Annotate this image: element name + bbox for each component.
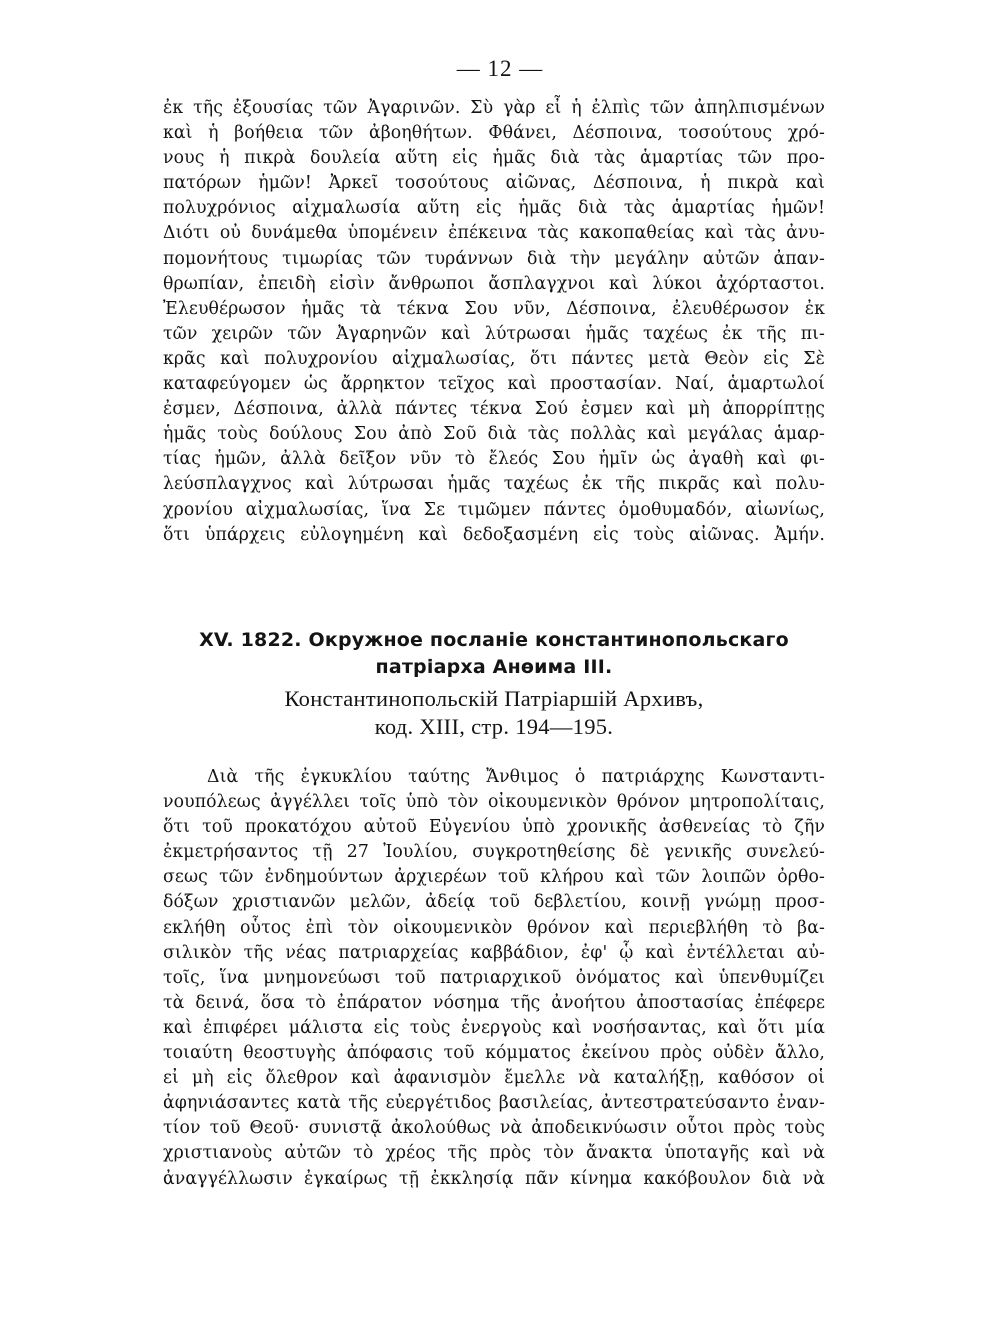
text-line: καὶ ἐπιφέρει μάλιστα εἰς τοὺς ἐνεργοὺς καὶ νοσήσαντας, καὶ ὅτι μία — [163, 1017, 825, 1038]
text-line: λεύσπλαγχνος καὶ λύτρωσαι ἡμᾶς ταχέως ἐκ τῆς πικρᾶς καὶ πολυ- — [163, 474, 825, 495]
text-line: δόξων χριστιανῶν μελῶν, ἀδείᾳ τοῦ δεβλετίου, κοινῇ γνώμῃ προσ- — [163, 892, 825, 913]
text-line: ἀφηνιάσαντες κατὰ τῆς εὐεργέτιδος βασιλείας, ἀντεστρατεύσαντο ἐναν- — [163, 1093, 825, 1114]
section-heading — [163, 627, 825, 741]
encyclical-summary-text — [163, 765, 825, 1192]
text-line: νουπόλεως ἀγγέλλει τοῖς ὑπὸ τὸν οἰκουμενικὸν θρόνον μητροπολίταις, — [163, 792, 825, 813]
source-reference-line: Константинопольскій Патріаршій Архивъ, — [284, 686, 704, 711]
continued-prayer-text — [163, 96, 825, 548]
text-line: καὶ ἡ βοήθεια τῶν ἀβοηθήτων. Φθάνει, Δέσποινα, τοσούτους χρό- — [163, 123, 825, 144]
text-line: πομονήτους τιμωρίας τῶν τυράννων διὰ τὴν μεγάλην αὐτῶν ἀπαν- — [163, 248, 825, 269]
text-line: πολυχρόνιος αἰχμαλωσία αὕτη εἰς ἡμᾶς διὰ τὰς ἁμαρτίας ἡμῶν! — [163, 198, 825, 219]
text-line: σεως τῶν ἐνδημούντων ἀρχιερέων τοῦ κλήρου καὶ τῶν λοιπῶν ὀρθο- — [163, 867, 825, 888]
text-line: εκλήθη οὗτος ἐπὶ τὸν οἰκουμενικὸν θρόνον καὶ περιεβλήθη τὸ βα- — [163, 917, 825, 938]
text-line: τοιαύτη θεοστυγὴς ἀπόφασις τοῦ κόμματος ἐκείνου πρὸς οὐδὲν ἄλλο, — [163, 1043, 825, 1064]
text-line: τῶν χειρῶν τῶν Ἀγαρηνῶν καὶ λύτρωσαι ἡμᾶς ταχέως ἐκ τῆς πι- — [163, 323, 825, 344]
text-line: εἰ μὴ εἰς ὄλεθρον καὶ ἀφανισμὸν ἔμελλε νὰ καταλήξῃ, καθόσον οἱ — [163, 1068, 825, 1089]
text-line: ἐκμετρήσαντος τῇ 27 Ἰουλίου, συγκροτηθείσης δὲ γενικῆς συνελεύ- — [163, 842, 825, 863]
text-line: σιλικὸν τῆς νέας πατριαρχείας καββάδιον, ἐφ' ᾧ καὶ ἐντέλλεται αὐ- — [163, 942, 825, 963]
text-line: ἐσμεν, Δέσποινα, ἀλλὰ πάντες τέκνα Σού ἐσμεν καὶ μὴ ἀπορρίπτῃς — [163, 399, 825, 420]
page-number: — 12 — — [456, 56, 544, 81]
text-line: κρᾶς καὶ πολυχρονίου αἰχμαλωσίας, ὅτι πάντες μετὰ Θεὸν εἰς Σὲ — [163, 348, 825, 369]
text-line: θρωπίαν, ἐπειδὴ εἰσὶν ἄνθρωποι ἄσπλαγχνοι καὶ λύκοι ἀχόρταστοι. — [163, 273, 825, 294]
text-line: τίας ἡμῶν, ἀλλὰ δεῖξον νῦν τὸ ἔλεός Σου ἡμῖν ὡς ἀγαθὴ καὶ φι- — [163, 449, 825, 470]
text-line: Ἐλευθέρωσον ἡμᾶς τὰ τέκνα Σου νῦν, Δέσποινα, ἐλευθέρωσον ἐκ — [163, 298, 825, 319]
text-line: ὅτι τοῦ προκατόχου αὐτοῦ Εὐγενίου ὑπὸ χρονικῆς ἀσθενείας τὸ ζῆν — [163, 817, 825, 838]
text-line: χριστιανοὺς αὐτῶν τὸ χρέος τῆς πρὸς τὸν ἄνακτα ὑποταγῆς καὶ νὰ — [163, 1143, 825, 1164]
text-line: ἀναγγέλλωσιν ἐγκαίρως τῇ ἐκκλησίᾳ πᾶν κίνημα κακόβουλον διὰ νὰ — [163, 1168, 825, 1189]
text-line: τὰ δεινά, ὅσα τὸ ἐπάρατον νόσημα τῆς ἀνοήτου ἀποστασίας ἐπέφερε — [163, 992, 825, 1013]
text-line: τοῖς, ἵνα μνημονεύωσι τοῦ πατριαρχικοῦ ὀνόματος καὶ ὑπενθυμίζει — [163, 967, 825, 988]
source-reference-line: код. XIII, стр. 194—195. — [374, 714, 614, 739]
section-title-line: патріарха Анѳима III. — [375, 656, 613, 678]
text-line: Διότι οὐ δυνάμεθα ὑπομένειν ἐπέκεινα τὰς κακοπαθείας καὶ τὰς ἀνυ- — [163, 223, 825, 244]
text-line: ἡμᾶς τοὺς δούλους Σου ἀπὸ Σοῦ διὰ τὰς πολλὰς καὶ μεγάλας ἁμαρ- — [163, 424, 825, 445]
text-line: τίον τοῦ Θεοῦ· συνιστᾷ ἀκολούθως νὰ ἀποδεικνύωσιν οὗτοι πρὸς τοὺς — [163, 1118, 825, 1139]
text-line: ἐκ τῆς ἐξουσίας τῶν Ἀγαρινῶν. Σὺ γὰρ εἶ ἡ ἐλπὶς τῶν ἀπηλπισμένων — [163, 98, 825, 118]
text-line: Διὰ τῆς ἐγκυκλίου ταύτης Ἄνθιμος ὁ πατριάρχης Κωνσταντι- — [207, 767, 825, 787]
text-line: νους ἡ πικρὰ δουλεία αὕτη εἰς ἡμᾶς διὰ τὰς ἁμαρτίας τῶν προ- — [163, 148, 825, 169]
text-line: ὅτι ὑπάρχεις εὐλογημένη καὶ δεδοξασμένη εἰς τοὺς αἰῶνας. Ἀμήν. — [163, 524, 825, 545]
section-title-line: XV. 1822. Окружное посланіе константинопольскаго — [199, 629, 789, 651]
text-line: καταφεύγομεν ὡς ἄρρηκτον τεῖχος καὶ προστασίαν. Ναί, ἁμαρτωλοί — [163, 374, 825, 395]
text-line: χρονίου αἰχμαλωσίας, ἵνα Σε τιμῶμεν πάντες ὁμοθυμαδόν, αἰωνίως, — [163, 499, 825, 520]
text-line: πατόρων ἡμῶν! Ἀρκεῖ τοσούτους αἰῶνας, Δέσποινα, ἡ πικρὰ καὶ — [163, 173, 825, 194]
